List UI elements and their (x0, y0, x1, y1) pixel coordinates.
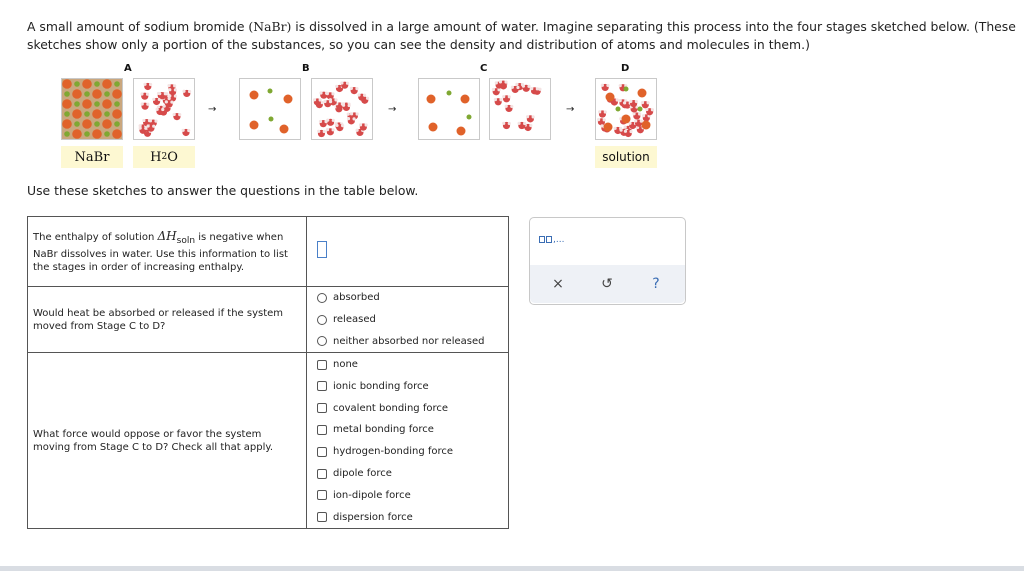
particle (495, 81, 498, 84)
separated-ions-illustration-b (240, 79, 300, 139)
question-1 (28, 217, 307, 287)
particle (317, 130, 320, 133)
ion (467, 115, 472, 120)
particle (597, 118, 600, 121)
stage-order-answer-input[interactable] (317, 241, 327, 258)
particle (635, 100, 638, 103)
option-label: dipole force (333, 468, 392, 480)
particle (92, 129, 102, 139)
ion (427, 95, 436, 104)
delta-h-subscript: soln (176, 235, 196, 246)
checkbox-hydrogen-bonding[interactable] (317, 447, 327, 457)
clear-button[interactable] (542, 268, 574, 300)
particle (624, 87, 629, 92)
solution-illustration-d (596, 79, 656, 139)
water-illustration-b (312, 79, 372, 139)
intro-text (27, 18, 1017, 54)
sketch-d-solution (595, 78, 657, 140)
particle (601, 84, 604, 87)
particle (94, 101, 100, 107)
answer-1-cell (307, 217, 509, 287)
option-dispersion[interactable] (317, 506, 508, 528)
particle (329, 100, 332, 103)
particle (356, 129, 359, 132)
water-illustration-c (490, 79, 550, 139)
particle (642, 121, 651, 130)
particle (598, 110, 601, 113)
particle (522, 85, 525, 88)
particle (516, 86, 519, 89)
particle (523, 122, 526, 125)
template-ellipsis: ,... (553, 235, 565, 245)
particle (161, 108, 164, 111)
particle (62, 119, 72, 129)
particle (499, 80, 502, 83)
particle (347, 113, 350, 116)
particle (188, 90, 191, 93)
particle (182, 90, 185, 93)
particle (62, 79, 72, 89)
particle (72, 109, 82, 119)
particle (348, 104, 351, 107)
particle (187, 129, 190, 132)
option-hydrogen-bonding[interactable] (317, 441, 508, 463)
particle (141, 102, 144, 105)
delta-h-symbol: ΔH (157, 228, 177, 243)
particle (323, 100, 326, 103)
radio-neither[interactable] (317, 336, 327, 346)
particle (638, 89, 647, 98)
ion (269, 117, 274, 122)
particle (632, 112, 635, 115)
particle (112, 129, 122, 139)
particle (629, 130, 632, 133)
answer-tool-panel (529, 217, 686, 305)
particle (82, 119, 92, 129)
option-label: neither absorbed nor released (333, 335, 485, 347)
particle (72, 89, 82, 99)
particle (616, 98, 619, 101)
option-neither[interactable] (317, 331, 508, 353)
option-none[interactable] (317, 354, 508, 376)
particle (164, 92, 167, 95)
ion (447, 91, 452, 96)
checkbox-ionic-bonding[interactable] (317, 381, 327, 391)
particle (165, 100, 168, 103)
particle (146, 93, 149, 96)
table-row (28, 353, 509, 529)
particle (508, 122, 511, 125)
particle (102, 79, 112, 89)
particle (168, 97, 171, 100)
particle (526, 115, 529, 118)
table-row (28, 217, 509, 287)
particle (144, 127, 147, 130)
sketch-a-water (133, 78, 195, 140)
particle (319, 91, 322, 94)
close-icon: × (552, 276, 564, 292)
particle (620, 129, 623, 132)
particle (64, 91, 70, 97)
ion (461, 95, 470, 104)
option-absorbed[interactable] (317, 287, 508, 309)
water-label-o: O (167, 149, 178, 165)
particle (324, 120, 327, 123)
particle (152, 98, 155, 101)
particle (359, 123, 362, 126)
bottom-divider (0, 566, 1024, 571)
particle (156, 108, 159, 111)
particle (511, 86, 514, 89)
option-metal-bonding[interactable] (317, 419, 508, 441)
particle (178, 113, 181, 116)
particle (170, 100, 173, 103)
q1-text-a: The enthalpy of solution (33, 231, 158, 243)
particle (148, 119, 151, 122)
intro-formula: (NaBr) (248, 19, 292, 34)
undo-button[interactable] (591, 268, 623, 300)
particle (532, 115, 535, 118)
particle (504, 80, 507, 83)
particle (102, 119, 112, 129)
particle (606, 84, 609, 87)
sketch-b-ions (239, 78, 301, 140)
instruction-text: Use these sketches to answer the questions in the table below. (27, 183, 419, 198)
particle (149, 83, 152, 86)
particle (321, 101, 324, 104)
particle (82, 99, 92, 109)
particle (112, 109, 122, 119)
particle (84, 131, 90, 137)
particle (319, 120, 322, 123)
particle (168, 88, 171, 91)
particle (366, 97, 369, 100)
option-label: ion-dipole force (333, 489, 411, 501)
option-ionic-bonding[interactable] (317, 376, 508, 398)
stage-letter-b: B (302, 63, 310, 74)
particle (517, 122, 520, 125)
option-label: covalent bonding force (333, 402, 449, 414)
particle (143, 83, 146, 86)
particle (84, 111, 90, 117)
particle (146, 103, 149, 106)
ion (457, 127, 466, 136)
particle (74, 81, 80, 87)
option-label: hydrogen-bonding force (333, 446, 454, 458)
list-template-button[interactable] (539, 235, 564, 245)
particle (313, 98, 316, 101)
ion (268, 89, 273, 94)
checkbox-dipole[interactable] (317, 469, 327, 479)
particle (494, 98, 497, 101)
particle (502, 122, 505, 125)
radio-absorbed[interactable] (317, 293, 327, 303)
sketch-a-nabr-crystal (61, 78, 123, 140)
particle (104, 131, 110, 137)
particle (158, 92, 161, 95)
particle (515, 83, 518, 86)
particle (350, 112, 353, 115)
particle (92, 89, 102, 99)
particle (638, 107, 643, 112)
undo-icon: ↺ (601, 276, 613, 292)
particle (347, 117, 350, 120)
particle (603, 118, 606, 121)
particle (623, 101, 626, 104)
particle (342, 104, 345, 107)
water-illustration-a (134, 79, 194, 139)
particle (604, 110, 607, 113)
particle (94, 121, 100, 127)
arrow-a-b: → (208, 104, 217, 115)
option-label: absorbed (333, 292, 380, 304)
particle (174, 88, 177, 91)
stage-letter-c: C (480, 63, 488, 74)
particle (606, 93, 615, 102)
option-label: metal bonding force (333, 424, 434, 436)
option-dipole[interactable] (317, 463, 508, 485)
particle (508, 95, 511, 98)
particle (350, 87, 353, 90)
ion (280, 125, 289, 134)
question-3: What force would oppose or favor the system moving from Stage C to D? Check all that apply. (28, 353, 307, 529)
q1-text-b: is negative when NaBr dissolves in water. Use this information to list the stages in order of increasing enthalpy. (33, 231, 288, 273)
particle (355, 87, 358, 90)
particle (346, 82, 349, 85)
particle (74, 101, 80, 107)
option-label: dispersion force (333, 511, 413, 523)
particle (613, 127, 616, 130)
help-icon: ? (652, 276, 660, 292)
intro-part1: A small amount of sodium bromide (27, 19, 249, 34)
water-label-sub: 2 (161, 152, 168, 162)
particle (82, 79, 92, 89)
question-table (27, 216, 509, 529)
particle (92, 109, 102, 119)
checkbox-covalent-bonding[interactable] (317, 403, 327, 413)
particle (167, 84, 170, 87)
option-ion-dipole[interactable] (317, 484, 508, 506)
particle (72, 129, 82, 139)
particle (114, 121, 120, 127)
particle (140, 92, 143, 95)
checkbox-dispersion[interactable] (317, 512, 327, 522)
checkbox-ion-dipole[interactable] (317, 490, 327, 500)
ion (250, 91, 259, 100)
label-nabr: NaBr (61, 146, 123, 168)
particle (64, 131, 70, 137)
intro-part2: is dissolved in a large amount of water. Imagine separating this process into the four stages sketched below. (These sketches show only a portion of the substances, so you can see the density and distribution of atoms and molecules in them.) (27, 19, 1016, 52)
particle (530, 87, 533, 90)
particle (651, 108, 654, 111)
answer-3-cell (307, 353, 509, 529)
particle (112, 89, 122, 99)
sketch-b-water (311, 78, 373, 140)
radio-released[interactable] (317, 315, 327, 325)
particle (536, 87, 539, 90)
particle (505, 105, 508, 108)
particle (641, 101, 644, 104)
option-label: released (333, 314, 376, 326)
particle (356, 112, 359, 115)
particle (624, 130, 627, 133)
particle (74, 121, 80, 127)
particle (492, 88, 495, 91)
stage-letter-d: D (621, 63, 630, 74)
checkbox-metal-bonding[interactable] (317, 425, 327, 435)
particle (163, 105, 166, 108)
particle (102, 99, 112, 109)
nabr-crystal-illustration (62, 79, 122, 139)
checkbox-none[interactable] (317, 360, 327, 370)
arrow-c-d: → (566, 104, 575, 115)
particle (332, 119, 335, 122)
separated-ions-illustration-c (419, 79, 479, 139)
particle (529, 124, 532, 127)
label-water (133, 146, 195, 168)
particle (331, 92, 334, 95)
sketch-c-ions (418, 78, 480, 140)
particle (604, 123, 613, 132)
arrow-b-c: → (388, 104, 397, 115)
particle (642, 114, 645, 117)
particle (527, 85, 530, 88)
option-released[interactable] (317, 309, 508, 331)
particle (326, 92, 329, 95)
particle (357, 93, 360, 96)
particle (646, 101, 649, 104)
particle (502, 95, 505, 98)
ion (284, 95, 293, 104)
particle (104, 91, 110, 97)
particle (352, 117, 355, 120)
particle (62, 99, 72, 109)
option-label: none (333, 359, 358, 371)
particle (182, 129, 185, 132)
particle (638, 112, 641, 115)
particle (114, 101, 120, 107)
ion (429, 123, 438, 132)
particle (334, 98, 337, 101)
particle (629, 100, 632, 103)
particle (114, 81, 120, 87)
particle (363, 94, 366, 97)
particle (173, 113, 176, 116)
stage-letter-a: A (124, 63, 132, 74)
particle (174, 94, 177, 97)
water-label-h: H (150, 149, 162, 165)
answer-2-cell (307, 287, 509, 353)
ion (250, 121, 259, 130)
particle (64, 111, 70, 117)
particle (622, 115, 631, 124)
particle (619, 99, 622, 102)
particle (335, 85, 338, 88)
option-covalent-bonding[interactable] (317, 397, 508, 419)
table-row (28, 287, 509, 353)
particle (147, 124, 150, 127)
particle (168, 94, 171, 97)
particle (84, 91, 90, 97)
sketch-c-water (489, 78, 551, 140)
particle (332, 128, 335, 131)
particle (326, 128, 329, 131)
template-square-icon (546, 236, 552, 243)
particle (645, 108, 648, 111)
particle (319, 98, 322, 101)
particle (152, 125, 155, 128)
particle (104, 111, 110, 117)
help-button[interactable] (640, 268, 672, 300)
template-square-icon (539, 236, 545, 243)
particle (510, 105, 513, 108)
particle (499, 98, 502, 101)
particle (94, 81, 100, 87)
particle (323, 130, 326, 133)
particle (142, 119, 145, 122)
particle (340, 81, 343, 84)
particle (619, 84, 622, 87)
particle (139, 127, 142, 130)
particle (634, 119, 637, 122)
label-solution: solution (595, 146, 657, 168)
particle (341, 124, 344, 127)
option-label: ionic bonding force (333, 380, 429, 392)
question-2: Would heat be absorbed or released if the system moved from Stage C to D? (28, 287, 307, 353)
particle (365, 123, 368, 126)
particle (616, 107, 621, 112)
particle (154, 119, 157, 122)
particle (173, 84, 176, 87)
particle (624, 126, 627, 129)
particle (335, 124, 338, 127)
